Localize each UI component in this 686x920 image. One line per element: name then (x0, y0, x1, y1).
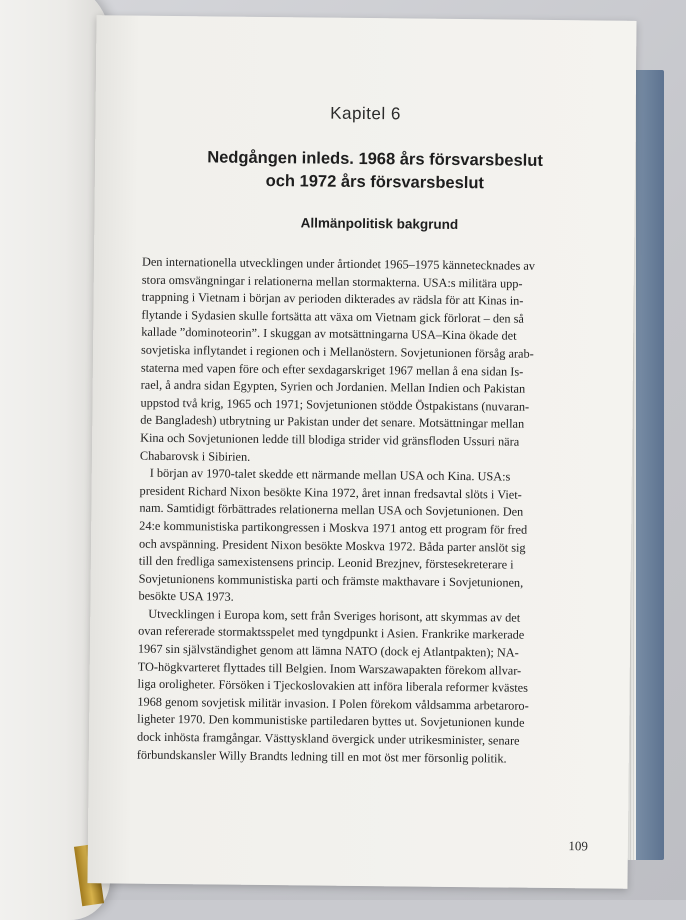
text-line: liga oroligheter. Försöken i Tjeckoslovakien att införa liberala reformer kvästes (137, 676, 529, 696)
text-line: 1968 genom sovjetisk militär invasion. I Polen förekom våldsamma arbetaroro- (137, 694, 529, 713)
page-number: 109 (568, 838, 588, 854)
text-line: TO-högkvarteret flyttades till Belgien. Inom Warszawapakten förekom allvar- (137, 659, 522, 678)
text-line: staterna med vapen före och efter sexdagarskriget 1967 mellan å ena sidan Is- (140, 360, 524, 379)
text-line: dock inhösta framgångar. Västtyskland övergick under utrikesminister, senare (136, 729, 520, 748)
chapter-label: Kapitel 6 (330, 103, 401, 124)
text-line: Utvecklingen i Europa kom, sett från Sveriges horisont, att skymmas av det (148, 606, 521, 625)
text-line: 24:e kommunistiska partikongressen i Moskva 1971 antog ett program för fred (139, 518, 528, 537)
text-line: besökte USA 1973. (138, 588, 234, 604)
text-line: Chabarovsk i Sibirien. (139, 448, 251, 464)
chapter-title-line: och 1972 års försvarsbeslut (265, 171, 485, 193)
chapter-title (135, 146, 615, 197)
paragraph-3 (137, 606, 607, 769)
text-line: förbundskansler Willy Brandts ledning till en mot öst mer försonlig politik. (136, 747, 507, 766)
body-text (137, 254, 610, 769)
text-line: ovan refererade stormaktsspelet med tyngdpunkt i Asien. Frankrike markerade (138, 624, 525, 643)
text-line: kallade ”dominoteorin”. I skuggan av motsättningarna USA–Kina ökade det (141, 325, 517, 343)
text-line: sovjetiska inflytandet i regionen och i Mellanöstern. Sovjetunionen försåg arab- (140, 342, 534, 361)
text-line: flytande i Sydasien skulle fortsätta att växa om Vietnam gick förlorat – den så (141, 307, 525, 326)
text-line: och avspänning. President Nixon besökte Moskva 1972. Båda parter anslöt sig (138, 536, 526, 555)
chapter-title-line: Nedgången inleds. 1968 års försvarsbeslut (207, 148, 543, 170)
text-line: 1967 sin självständighet genom att lämna NATO (dock ej Atlantpakten); NA- (137, 641, 519, 660)
text-line: stora omsvängningar i relationerna mellan stormakterna. USA:s militära upp- (141, 272, 523, 291)
text-line: nam. Samtidigt förbättrades relationerna mellan USA och Sovjetunionen. Den (139, 500, 524, 520)
text-line: Kina och Sovjetunionen ledde till blodiga strider vid gränsfloden Ussuri nära (140, 430, 520, 449)
text-line: president Richard Nixon besökte Kina 1972, året innan fredsavtal slöts i Viet- (139, 483, 522, 502)
text-line: till den fredliga samexistensens princip. Leonid Brezjnev, förstesekreterare i (138, 553, 514, 572)
text-line: uppstod två krig, 1965 och 1971; Sovjetunionen stödde Östpakistans (nuvaran- (140, 395, 530, 414)
book-page (87, 15, 636, 889)
section-heading: Allmänpolitisk bakgrund (300, 215, 459, 232)
text-line: de Bangladesh) utbrytning ur Pakistan under det senare. Motsättningar mellan (140, 413, 525, 432)
text-line: rael, å andra sidan Egypten, Syrien och Jordanien. Mellan Indien och Pakistan (140, 377, 526, 396)
paragraph-1 (140, 254, 610, 470)
text-line: ligheter 1970. Den kommunistiske partiledaren byttes ut. Sovjetunionen kunde (137, 712, 525, 731)
text-line: Den internationella utvecklingen under årtiondet 1965–1975 kännetecknades av (141, 254, 536, 273)
paragraph-2 (138, 465, 607, 611)
text-line: Sovjetunionens kommunistiska parti och främste makthavare i Sovjetunionen, (138, 571, 524, 590)
text-line: I början av 1970-talet skedde ett närmande mellan USA och Kina. USA:s (149, 465, 511, 484)
text-line: trappning i Vietnam i början av perioden dikterades av rädsla för att Kinas in- (141, 289, 524, 308)
